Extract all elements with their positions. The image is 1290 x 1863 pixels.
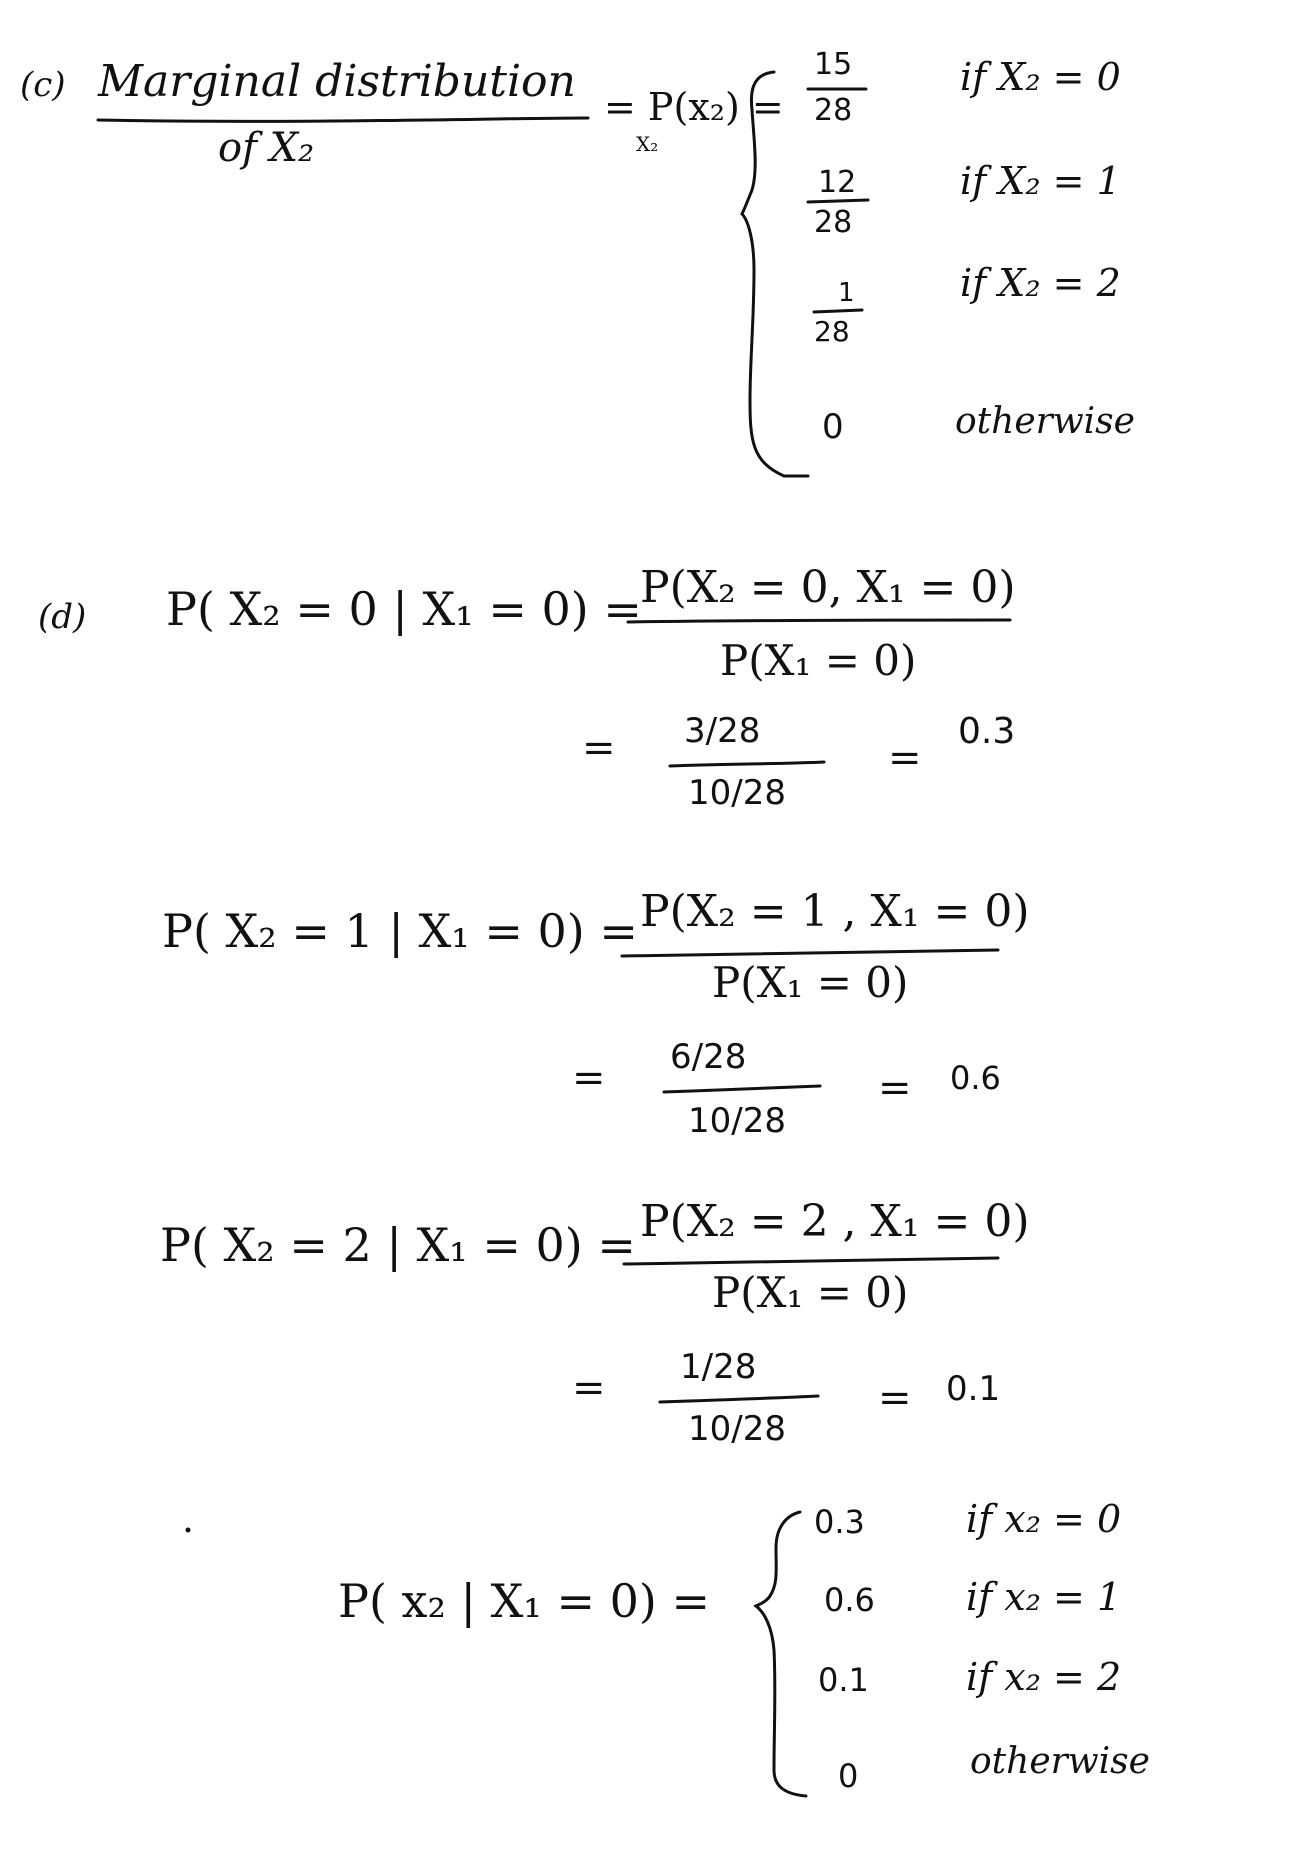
conditional-case-1-value: 0.3 bbox=[814, 1503, 865, 1541]
marginal-case-4-condition: otherwise bbox=[955, 401, 1135, 442]
conditional-case-4-value: 0 bbox=[838, 1757, 859, 1795]
marginal-lhs: = P(x₂) = bbox=[604, 85, 784, 129]
conditional-case-2-condition: if x₂ = 1 bbox=[966, 1575, 1122, 1619]
conditional-case-3-value: 0.1 bbox=[818, 1661, 869, 1699]
marginal-case-2-condition: if X₂ = 1 bbox=[960, 159, 1121, 203]
conditional-case-3-condition: if x₂ = 2 bbox=[966, 1655, 1122, 1699]
calc-1-frac-num: 3/28 bbox=[684, 711, 761, 751]
calc-2-denominator: P(X₁ = 0) bbox=[712, 958, 909, 1007]
marginal-heading-of: of X₂ bbox=[218, 125, 315, 171]
calc-3-result: 0.1 bbox=[946, 1369, 1001, 1409]
marginal-brace bbox=[742, 72, 808, 476]
part-c-label: (c) bbox=[20, 65, 66, 105]
marginal-case-1-num: 15 bbox=[814, 47, 853, 82]
calc-3-denominator: P(X₁ = 0) bbox=[712, 1268, 909, 1317]
conditional-brace bbox=[756, 1512, 806, 1796]
calc-1-frac-den: 10/28 bbox=[688, 773, 786, 813]
marginal-case-3-den: 28 bbox=[814, 315, 850, 348]
marginal-case-4-value: 0 bbox=[822, 407, 844, 447]
conditional-case-4-condition: otherwise bbox=[970, 1741, 1150, 1782]
stray-dot bbox=[186, 1528, 191, 1533]
calc-3-bar bbox=[624, 1258, 998, 1264]
calc-2-frac-bar bbox=[664, 1086, 820, 1092]
marginal-lhs-subscript: X₂ bbox=[636, 132, 659, 156]
calc-3-lhs: P( X₂ = 2 | X₁ = 0) = bbox=[160, 1218, 636, 1272]
calc-3-numerator: P(X₂ = 2 , X₁ = 0) bbox=[640, 1196, 1030, 1247]
marginal-case-1-den: 28 bbox=[814, 93, 853, 128]
conditional-lhs: P( x₂ | X₁ = 0) = bbox=[338, 1574, 710, 1628]
calc-1-eq2: = bbox=[888, 735, 922, 781]
part-d-label: (d) bbox=[38, 597, 87, 637]
marginal-case-1-condition: if X₂ = 0 bbox=[960, 55, 1121, 99]
calc-2-bar bbox=[622, 950, 998, 956]
calc-1-bar bbox=[628, 620, 1010, 622]
calc-1-lhs: P( X₂ = 0 | X₁ = 0) = bbox=[166, 582, 642, 636]
calc-3-frac-den: 10/28 bbox=[688, 1409, 786, 1449]
marginal-case-3-num: 1 bbox=[838, 278, 855, 308]
calc-2-numerator: P(X₂ = 1 , X₁ = 0) bbox=[640, 886, 1030, 937]
calc-2-frac-den: 10/28 bbox=[688, 1101, 786, 1141]
marginal-case-2-den: 28 bbox=[814, 205, 853, 240]
marginal-case-2-num: 12 bbox=[818, 165, 857, 200]
calc-2-result: 0.6 bbox=[950, 1059, 1001, 1097]
conditional-case-1-condition: if x₂ = 0 bbox=[966, 1497, 1122, 1541]
calc-2-frac-num: 6/28 bbox=[670, 1037, 747, 1077]
marginal-heading: Marginal distribution bbox=[98, 56, 576, 107]
calc-3-frac-num: 1/28 bbox=[680, 1347, 757, 1387]
calc-1-result: 0.3 bbox=[958, 711, 1016, 752]
marginal-case-3-condition: if X₂ = 2 bbox=[960, 261, 1121, 305]
conditional-case-2-value: 0.6 bbox=[824, 1581, 875, 1619]
calc-1-numerator: P(X₂ = 0, X₁ = 0) bbox=[640, 562, 1016, 613]
calc-1-eq: = bbox=[582, 725, 616, 771]
calc-3-frac-bar bbox=[660, 1396, 818, 1402]
marginal-case-3-bar bbox=[814, 310, 862, 312]
calc-3-eq2: = bbox=[878, 1375, 912, 1421]
calc-2-lhs: P( X₂ = 1 | X₁ = 0) = bbox=[162, 904, 638, 958]
calc-3-eq: = bbox=[572, 1365, 606, 1411]
calc-2-eq2: = bbox=[878, 1065, 912, 1111]
calc-2-eq: = bbox=[572, 1055, 606, 1101]
marginal-case-2-bar bbox=[808, 200, 868, 202]
heading-underline bbox=[98, 118, 588, 121]
calc-1-frac-bar bbox=[670, 762, 824, 766]
calc-1-denominator: P(X₁ = 0) bbox=[720, 636, 917, 685]
